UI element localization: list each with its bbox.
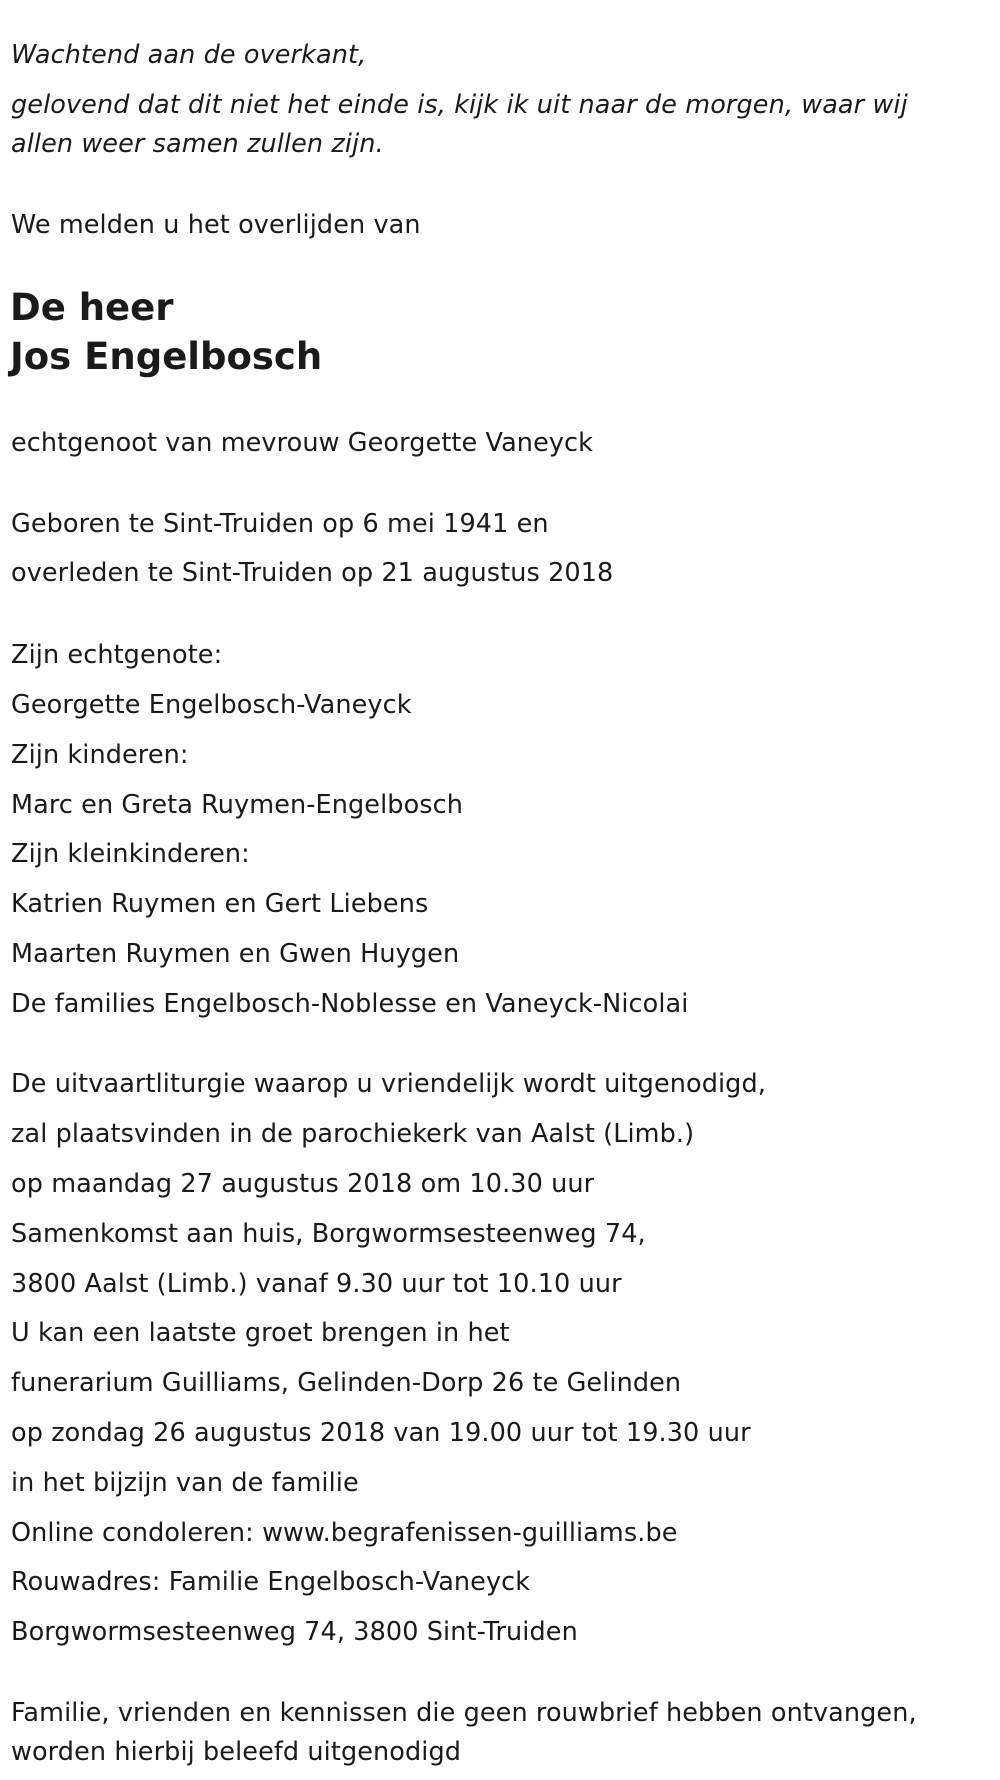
family-line: Zijn echtgenote: [11,640,223,670]
ceremony-line: op zondag 26 augustus 2018 van 19.00 uur tot 19.30 uur [11,1418,751,1448]
intro-line-2: gelovend dat dit niet het einde is, kijk ik uit naar de morgen, waar wij [11,90,908,120]
ceremony-line: De uitvaartliturgie waarop u vriendelijk wordt uitgenodigd, [11,1069,766,1099]
ceremony-line: in het bijzijn van de familie [11,1468,359,1498]
deceased-title: De heer [10,286,174,329]
condolence-website: Online condoleren: www.begrafenissen-guilliams.be [11,1518,678,1548]
family-line: Maarten Ruymen en Gwen Huygen [11,939,460,969]
family-line: Zijn kinderen: [11,740,189,770]
family-line: Georgette Engelbosch-Vaneyck [11,690,412,720]
family-line: Katrien Ruymen en Gert Liebens [11,889,429,919]
closing-line-2: worden hierbij beleefd uitgenodigd [11,1737,462,1767]
birth-line: Geboren te Sint-Truiden op 6 mei 1941 en [11,509,549,539]
ceremony-line: Borgwormsesteenweg 74, 3800 Sint-Truiden [11,1617,578,1647]
ceremony-line: 3800 Aalst (Limb.) vanaf 9.30 uur tot 10.10 uur [11,1269,622,1299]
ceremony-line: op maandag 27 augustus 2018 om 10.30 uur [11,1169,595,1199]
intro-line-3: allen weer samen zullen zijn. [11,129,384,159]
closing-line-1: Familie, vrienden en kennissen die geen rouwbrief hebben ontvangen, [11,1698,917,1728]
spouse-line: echtgenoot van mevrouw Georgette Vaneyck [11,428,594,458]
ceremony-line: zal plaatsvinden in de parochiekerk van Aalst (Limb.) [11,1119,695,1149]
announcement-text: We melden u het overlijden van [11,210,421,240]
ceremony-line: Rouwadres: Familie Engelbosch-Vaneyck [11,1567,531,1597]
deceased-name: Jos Engelbosch [10,335,323,378]
death-line: overleden te Sint-Truiden op 21 augustus 2018 [11,558,614,588]
ceremony-line: U kan een laatste groet brengen in het [11,1318,510,1348]
family-line: De families Engelbosch-Noblesse en Vaneyck-Nicolai [11,989,689,1019]
family-line: Zijn kleinkinderen: [11,839,250,869]
ceremony-line: Samenkomst aan huis, Borgwormsesteenweg 74, [11,1219,646,1249]
intro-line-1: Wachtend aan de overkant, [11,40,367,70]
ceremony-line: funerarium Guilliams, Gelinden-Dorp 26 te Gelinden [11,1368,682,1398]
family-line: Marc en Greta Ruymen-Engelbosch [11,790,464,820]
